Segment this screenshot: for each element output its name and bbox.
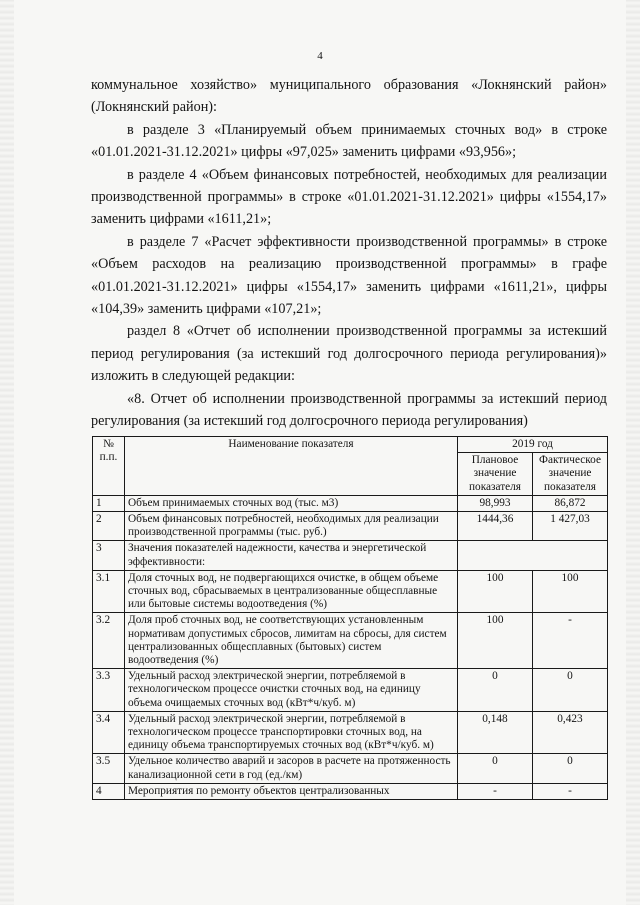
row-planned: 0 [458,754,533,783]
row-num: 3.1 [93,570,125,613]
header-num: № п.п. [93,437,125,496]
table-row [93,783,608,799]
header-actual: Фактическое значение показателя [533,453,608,496]
row-planned: 0,148 [458,711,533,754]
page-number: 4 [317,50,323,62]
table-row [93,754,608,783]
row-num: 4 [93,783,125,799]
row-actual: - [533,783,608,799]
row-planned: 100 [458,570,533,613]
row-planned: 98,993 [458,495,533,511]
table-row [93,613,608,669]
table-row [93,512,608,541]
row-num: 3.2 [93,613,125,669]
row-num: 2 [93,512,125,541]
table-header-row-1 [93,437,608,453]
paragraph-intro: коммунальное хозяйство» муниципального образования «Локнянский район» (Локнянский район): [91,77,607,116]
row-name: Доля проб сточных вод, не соответствующих установленным нормативам допустимых сбросов, лимитам на сбросы, для систем централизованных общесплавных (бытовых) систем водоотведения (%) [125,613,458,669]
table-row [93,541,608,570]
row-actual: 0,423 [533,711,608,754]
table-row [93,669,608,712]
paragraph-section-4: в разделе 4 «Объем финансовых потребностей, необходимых для реализации производственной программы» в строке «01.01.2021-31.12.2021» цифры «1554,17» заменить цифрами «1611,21»; [91,166,607,228]
row-actual: 86,872 [533,495,608,511]
row-planned: - [458,783,533,799]
row-name: Удельный расход электрической энергии, потребляемой в технологическом процессе очистки сточных вод, на единицу объема очищаемых сточных вод (кВт*ч/куб. м) [125,669,458,712]
header-planned: Плановое значение показателя [458,453,533,496]
row-planned: 100 [458,613,533,669]
row-name: Доля сточных вод, не подвергающихся очистке, в общем объеме сточных вод, сбрасываемых в централизованные общесплавные или бытовые системы водоотведения (%) [125,570,458,613]
row-planned: 0 [458,669,533,712]
row-name: Удельный расход электрической энергии, потребляемой в технологическом процессе транспортировки сточных вод, на единицу объема транспортируемых сточных вод (кВт*ч/куб. м) [125,711,458,754]
scan-edge-right [626,0,640,905]
row-actual: 1 427,03 [533,512,608,541]
row-num: 3 [93,541,125,570]
row-num: 1 [93,495,125,511]
row-merged-values [458,541,608,570]
indicators-table [92,436,608,800]
scan-edge-left [0,0,14,905]
header-year: 2019 год [458,437,608,453]
table-row [93,711,608,754]
paragraph-section-7: в разделе 7 «Расчет эффективности производственной программы» в строке «Объем расходов на реализацию производственной программы» в графе «01.01.2021-31.12.2021» цифры «1554,17» заменить цифрами «1611,21», цифры «104,39» заменить цифрами «107,21»; [91,233,607,318]
row-actual: 0 [533,669,608,712]
paragraph-section-3: в разделе 3 «Планируемый объем принимаемых сточных вод» в строке «01.01.2021-31.12.2021» цифры «97,025» заменить цифрами «93,956»; [91,121,607,161]
paragraph-report-title: «8. Отчет об исполнении производственной программы за истекший период регулирования (за истекший год долгосрочного периода регулирования) [91,390,607,430]
header-name: Наименование показателя [125,437,458,496]
row-name: Мероприятия по ремонту объектов централизованных [125,783,458,799]
row-num: 3.4 [93,711,125,754]
row-name: Удельное количество аварий и засоров в расчете на протяженность канализационной сети в год (ед./км) [125,754,458,783]
table-row [93,495,608,511]
row-actual: 100 [533,570,608,613]
document-body [91,74,607,433]
row-planned: 1444,36 [458,512,533,541]
table-row [93,570,608,613]
row-actual: 0 [533,754,608,783]
row-name: Объем финансовых потребностей, необходимых для реализации производственной программы (тыс. руб.) [125,512,458,541]
row-name: Значения показателей надежности, качества и энергетической эффективности: [125,541,458,570]
row-num: 3.5 [93,754,125,783]
row-actual: - [533,613,608,669]
row-name: Объем принимаемых сточных вод (тыс. м3) [125,495,458,511]
paragraph-section-8: раздел 8 «Отчет об исполнении производственной программы за истекший период регулирования (за истекший год долгосрочного периода регулирования)» изложить в следующей редакции: [91,323,607,385]
row-num: 3.3 [93,669,125,712]
